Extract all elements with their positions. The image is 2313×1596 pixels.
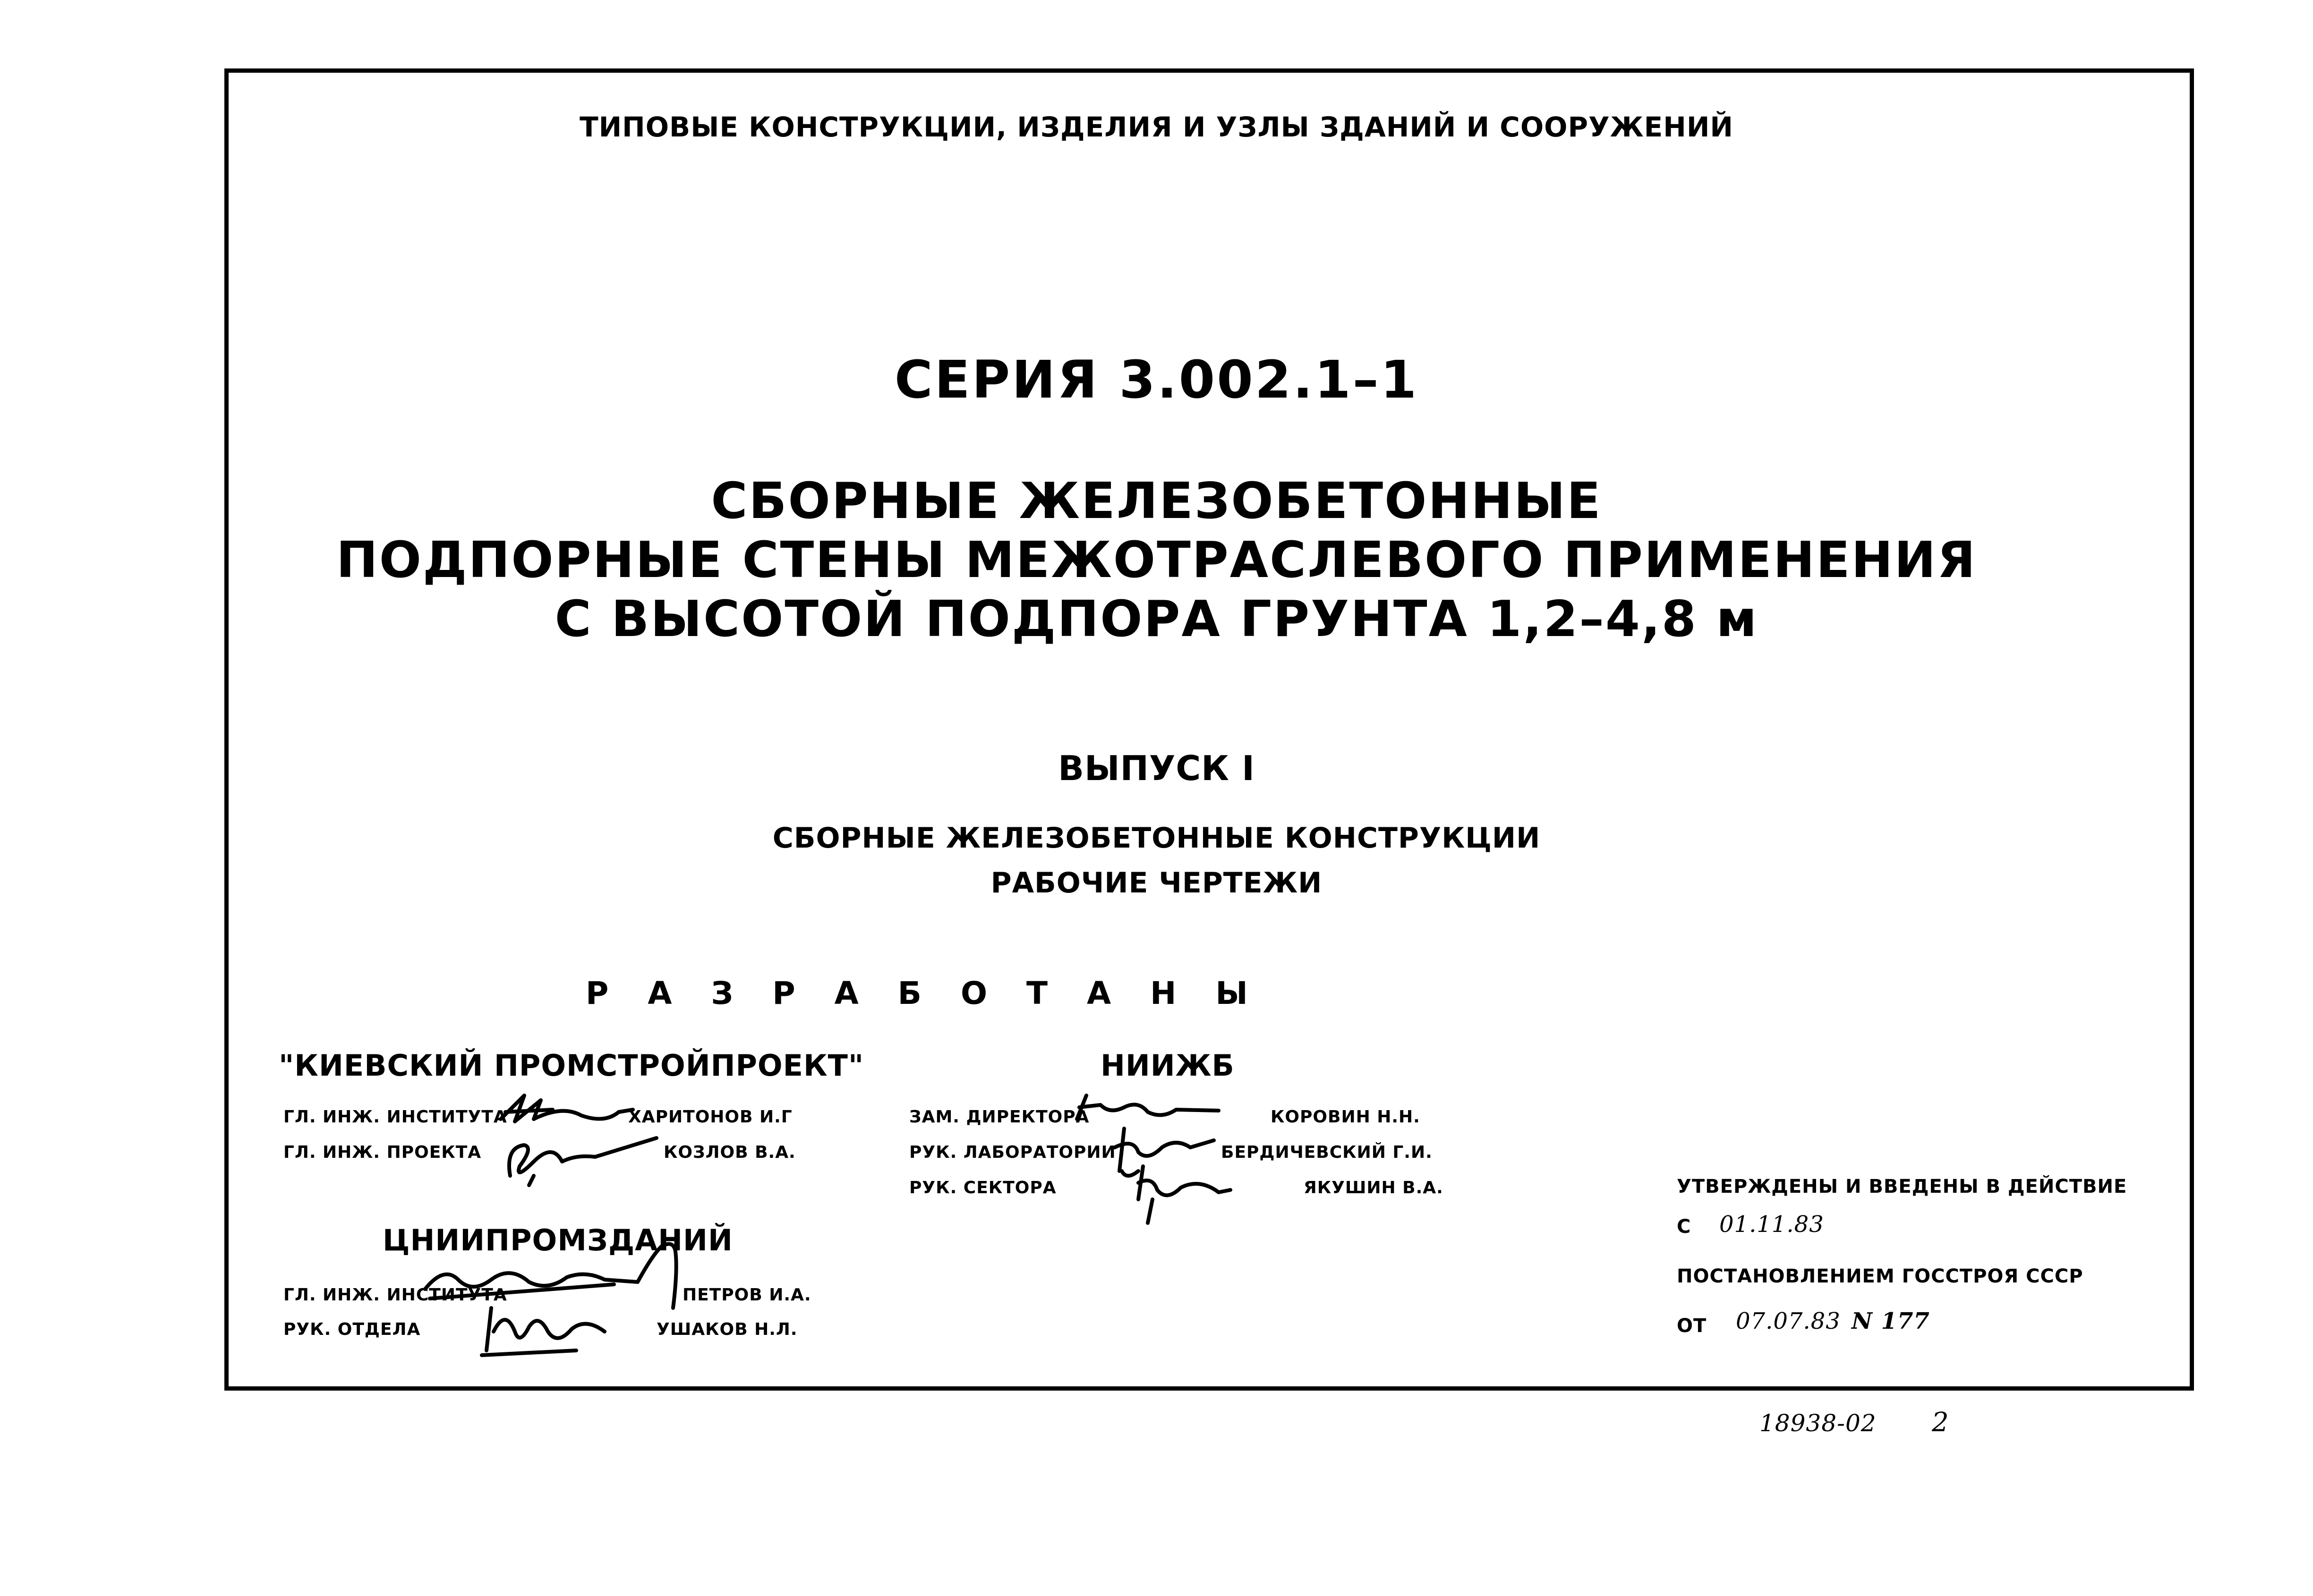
issue-label: ВЫПУСК I bbox=[1058, 748, 1255, 788]
approval-from-date: 01.11.83 bbox=[1719, 1211, 1824, 1238]
main-title-line-2: ПОДПОРНЫЕ СТЕНЫ МЕЖОТРАСЛЕВОГО ПРИМЕНЕНИЯ bbox=[336, 531, 1977, 589]
org-niizhb-role-2: РУК. ЛАБОРАТОРИИ bbox=[909, 1143, 1116, 1162]
org-niizhb-role-3: РУК. СЕКТОРА bbox=[909, 1178, 1057, 1197]
series-title: СЕРИЯ 3.002.1–1 bbox=[894, 349, 1419, 410]
approval-line-1: УТВЕРЖДЕНЫ И ВВЕДЕНЫ В ДЕЙСТВИЕ bbox=[1677, 1176, 2127, 1197]
org-kiev-role-2: ГЛ. ИНЖ. ПРОЕКТА bbox=[283, 1143, 482, 1162]
org-niizhb-name: НИИЖБ bbox=[1101, 1048, 1235, 1083]
main-title-line-3: С ВЫСОТОЙ ПОДПОРА ГРУНТА 1,2–4,8 м bbox=[555, 590, 1758, 648]
org-tsnii-name: ЦНИИПРОМЗДАНИЙ bbox=[383, 1223, 733, 1257]
header-text: ТИПОВЫЕ КОНСТРУКЦИИ, ИЗДЕЛИЯ И УЗЛЫ ЗДАНИЙ И СООРУЖЕНИЙ bbox=[580, 111, 1733, 143]
signature-ushakov bbox=[472, 1294, 614, 1360]
signature-kozlov bbox=[501, 1129, 666, 1190]
org-tsnii-person-1: ПЕТРОВ И.А. bbox=[683, 1285, 811, 1305]
issue-subtitle-1: СБОРНЫЕ ЖЕЛЕЗОБЕТОННЫЕ КОНСТРУКЦИИ bbox=[772, 822, 1541, 855]
developed-by-heading: Р А З Р А Б О Т А Н Ы bbox=[586, 975, 1262, 1011]
approval-decree-date: 07.07.83 bbox=[1736, 1308, 1841, 1334]
org-niizhb-person-1: КОРОВИН Н.Н. bbox=[1271, 1107, 1420, 1127]
approval-line-3: ПОСТАНОВЛЕНИЕМ ГОССТРОЯ СССР bbox=[1677, 1265, 2083, 1287]
issue-subtitle-2: РАБОЧИЕ ЧЕРТЕЖИ bbox=[990, 866, 1323, 900]
signature-yakushin bbox=[1124, 1157, 1233, 1228]
approval-decree-prefix: ОТ bbox=[1677, 1315, 1707, 1337]
org-niizhb-person-3: ЯКУШИН В.А. bbox=[1304, 1178, 1443, 1197]
org-tsnii-role-2: РУК. ОТДЕЛА bbox=[283, 1320, 421, 1339]
approval-decree-number: N 177 bbox=[1852, 1308, 1930, 1334]
org-niizhb-role-1: ЗАМ. ДИРЕКТОРА bbox=[909, 1107, 1090, 1127]
org-niizhb-person-2: БЕРДИЧЕВСКИЙ Г.И. bbox=[1221, 1143, 1433, 1162]
main-title-line-1: СБОРНЫЕ ЖЕЛЕЗОБЕТОННЫЕ bbox=[711, 472, 1602, 530]
org-kiev-name: "КИЕВСКИЙ ПРОМСТРОЙПРОЕКТ" bbox=[279, 1048, 864, 1083]
org-tsnii-person-2: УШАКОВ Н.Л. bbox=[657, 1320, 798, 1339]
org-kiev-person-1: ХАРИТОНОВ И.Г bbox=[628, 1107, 793, 1127]
org-kiev-person-2: КОЗЛОВ В.А. bbox=[664, 1143, 796, 1162]
document-number: 18938-02 bbox=[1759, 1409, 1877, 1437]
approval-from-prefix: С bbox=[1677, 1216, 1691, 1238]
page-number: 2 bbox=[1932, 1407, 1949, 1438]
org-tsnii-role-1: ГЛ. ИНЖ. ИНСТИТУТА bbox=[283, 1285, 507, 1305]
org-kiev-role-1: ГЛ. ИНЖ. ИНСТИТУТА bbox=[283, 1107, 507, 1127]
